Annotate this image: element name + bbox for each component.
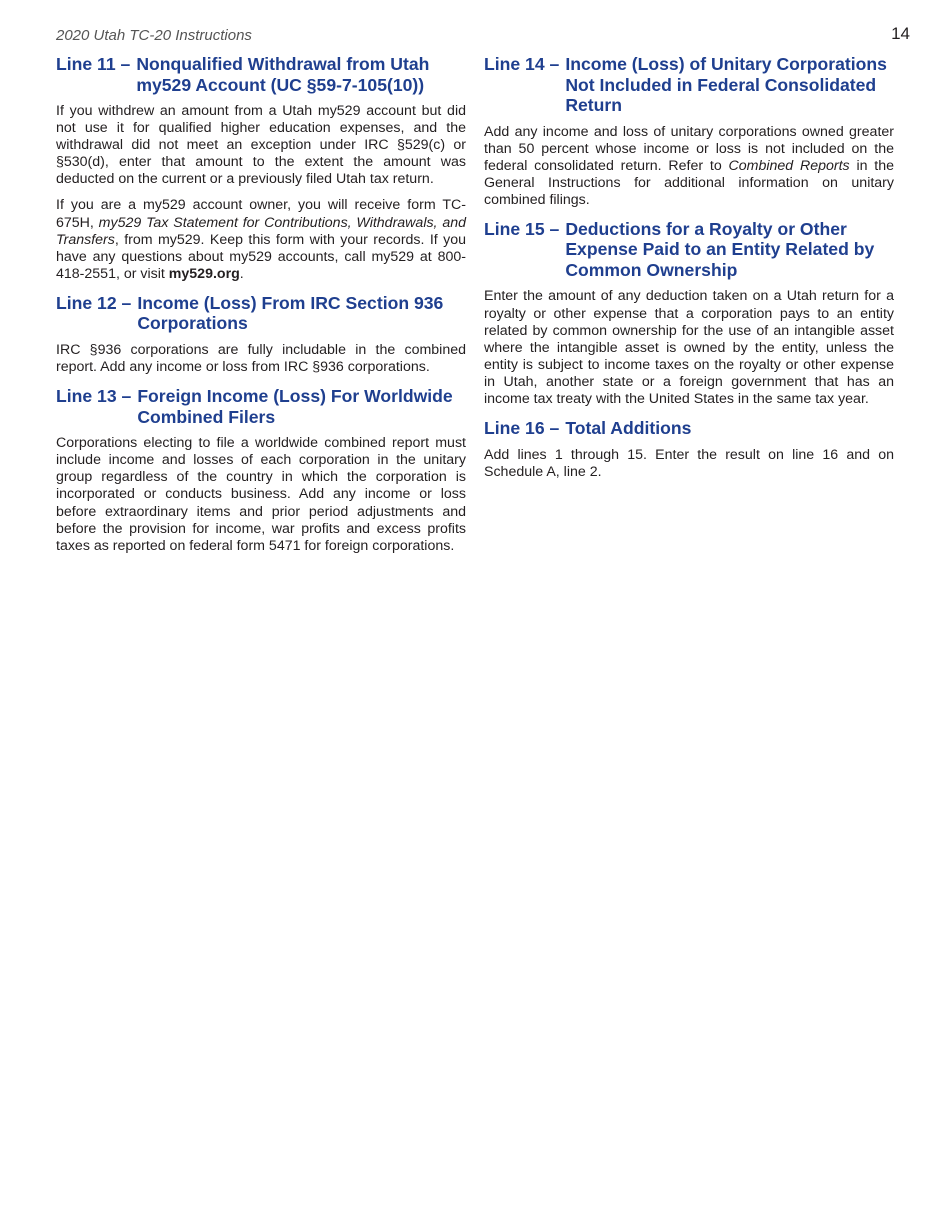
- section-heading-line-11: [56, 54, 466, 95]
- paragraph-text: , from my529. Keep this form with your records. If you have any questions about my529 accounts, call my529 at 800-418-2551, or visit: [56, 231, 466, 282]
- reference-combined-reports: Combined Reports: [728, 157, 850, 174]
- paragraph-text: Add any income and loss of unitary corporations owned greater than 50 percent whose income or loss is not included on the federal consolidated return. Refer to: [484, 123, 894, 174]
- paragraph-line-16: Add lines 1 through 15. Enter the result on line 16 and on Schedule A, line 2.: [484, 446, 894, 480]
- heading-line-title: Deductions for a Royalty or Other Expense Paid to an Entity Related by Common Ownership: [565, 218, 875, 280]
- section-line-15: [484, 219, 894, 408]
- section-line-14: [484, 54, 894, 209]
- paragraph-line-12: IRC §936 corporations are fully includable in the combined report. Add any income or loss from IRC §936 corporations.: [56, 341, 466, 376]
- paragraph-line-14: [484, 124, 894, 209]
- paragraph-text: .: [239, 265, 244, 282]
- heading-line-title: Nonqualified Withdrawal from Utah my529 Account (UC §59-7-105(10)): [136, 54, 430, 95]
- section-heading-line-13: [56, 386, 466, 427]
- section-heading-line-12: [56, 293, 466, 334]
- website-link-my529[interactable]: my529.org: [168, 265, 240, 282]
- heading-line-title: Income (Loss) of Unitary Corporations Not Included in Federal Consolidated Return: [565, 54, 887, 115]
- section-heading-line-16: [484, 418, 894, 439]
- heading-line-number: Line 14 –: [484, 54, 560, 74]
- running-header-title: 2020 Utah TC-20 Instructions: [56, 27, 252, 44]
- heading-line-number: Line 16 –: [484, 418, 560, 439]
- paragraph-line-11-my529-owner: [56, 197, 466, 282]
- heading-line-title: Total Additions: [565, 418, 692, 439]
- heading-line-number: Line 11 –: [56, 54, 131, 74]
- section-heading-line-15: [484, 219, 894, 281]
- section-line-11: [56, 54, 466, 283]
- section-heading-line-14: [484, 54, 894, 116]
- paragraph-text: in the General Instructions for additional information on unitary combined filings.: [484, 157, 894, 208]
- section-line-16: [484, 418, 894, 481]
- right-column: [484, 54, 894, 491]
- heading-line-title: Foreign Income (Loss) For Worldwide Combined Filers: [137, 386, 453, 427]
- paragraph-line-11-withdrawal: If you withdrew an amount from a Utah my529 account but did not use it for qualified higher education expenses, and the withdrawal did not meet an exception under IRC §529(c) or §530(d), enter that amount to the extent the amount was deducted on the current or a previously filed Utah tax return.: [56, 103, 466, 188]
- heading-line-number: Line 13 –: [56, 386, 132, 407]
- left-column: [56, 54, 466, 565]
- heading-line-title: Income (Loss) From IRC Section 936 Corporations: [137, 292, 444, 334]
- form-title-italic: my529 Tax Statement for Contributions, Withdrawals, and Transfers: [56, 214, 466, 248]
- heading-line-number: Line 15 –: [484, 218, 560, 239]
- paragraph-line-15: Enter the amount of any deduction taken on a Utah return for a royalty or other expense that a corporation pays to an entity related by common ownership for the use of an intangible asset where the intangible asset is owned by the entity, unless the entity is subject to income taxes on the royalty or other expense in Utah, another state or a foreign government that has an income tax treaty with the United States in the same tax year.: [484, 288, 894, 408]
- page-number: 14: [891, 24, 910, 43]
- paragraph-line-13: Corporations electing to file a worldwide combined report must include income and losses of each corporation in the unitary group regardless of the country in which the corporation is incorporated or conducts business. Add any income or loss before extraordinary items and prior period adjustments and before the provision for income, war profits and excess profits taxes as reported on federal form 5471 for foreign corporations.: [56, 435, 466, 554]
- section-line-13: [56, 386, 466, 555]
- paragraph-text: If you are a my529 account owner, you will receive form TC-675H,: [56, 197, 466, 231]
- section-line-12: [56, 293, 466, 376]
- heading-line-number: Line 12 –: [56, 292, 132, 313]
